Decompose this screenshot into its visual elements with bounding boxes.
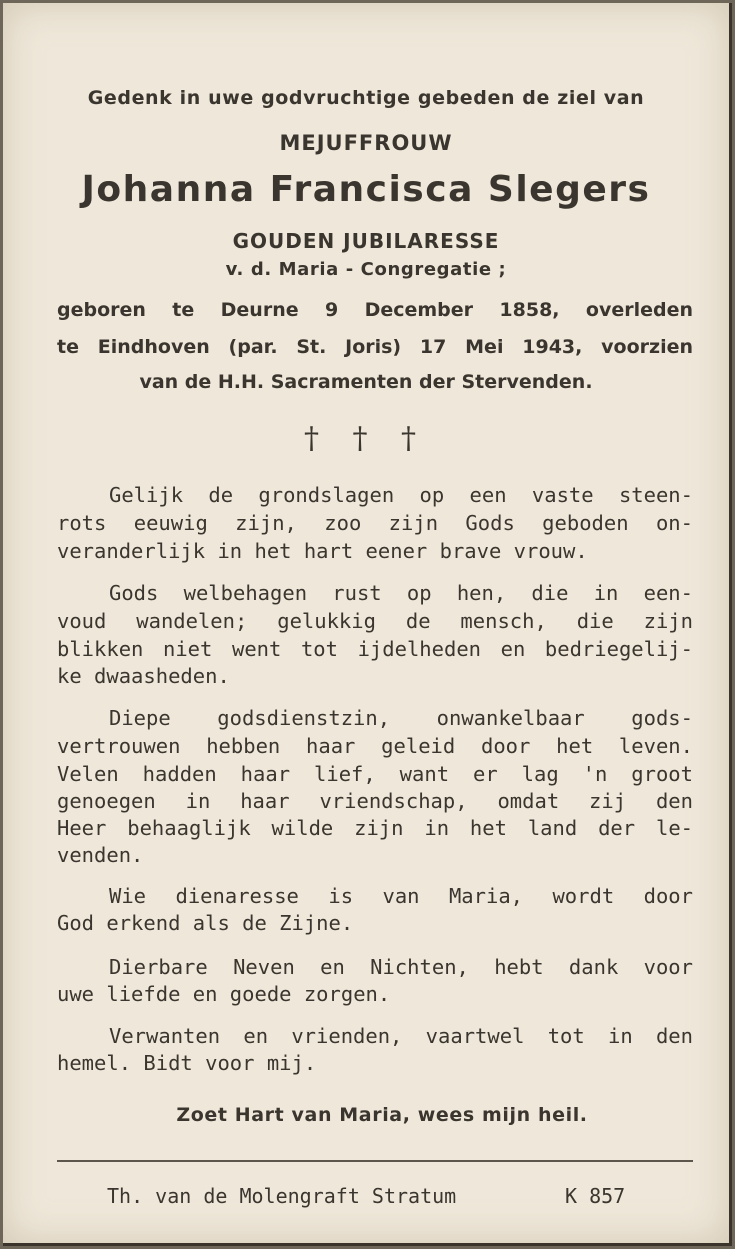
- paragraph-line: uwe liefde en goede zorgen.: [57, 982, 391, 1006]
- intro-line: Gedenk in uwe godvruchtige gebeden de ziel van: [87, 87, 645, 109]
- printer-code: K 857: [565, 1184, 626, 1208]
- honor-title: GOUDEN JUBILARESSE: [232, 229, 500, 253]
- paragraph-line: blikken niet went tot ijdelheden en bedriegelij-: [57, 637, 693, 661]
- memorial-card: [3, 3, 732, 1246]
- paragraph-line: Wie dienaresse is van Maria, wordt door: [109, 884, 693, 908]
- paragraph-line: vertrouwen hebben haar geleid door het leven.: [57, 734, 693, 758]
- paragraph-line: voud wandelen; gelukkig de mensch, die zijn: [57, 609, 693, 633]
- paragraph-line: genoegen in haar vriendschap, omdat zij den: [57, 789, 693, 813]
- paragraph-line: Diepe godsdienstzin, onwankelbaar gods-: [109, 706, 693, 730]
- printer-name: Th. van de Molengraft Stratum: [107, 1184, 457, 1208]
- paragraph-line: Velen hadden haar lief, want er lag 'n groot: [57, 762, 693, 786]
- birth-line-1: geboren te Deurne 9 December 1858, overleden: [57, 299, 693, 321]
- closing-prayer: Zoet Hart van Maria, wees mijn heil.: [176, 1104, 588, 1126]
- birth-line-3: van de H.H. Sacramenten der Stervenden.: [139, 371, 593, 393]
- paragraph-line: Gods welbehagen rust op hen, die in een-: [109, 581, 693, 605]
- title-prefix: MEJUFFROUW: [279, 131, 453, 155]
- congregation-line: v. d. Maria - Congregatie ;: [225, 259, 507, 280]
- paragraph-line: hemel. Bidt voor mij.: [57, 1051, 317, 1075]
- crosses-ornament: † † †: [303, 421, 429, 456]
- paragraph-line: veranderlijk in het hart eener brave vrouw.: [57, 539, 588, 563]
- divider-rule: [57, 1160, 693, 1162]
- paragraph-line: ke dwaasheden.: [57, 664, 230, 688]
- paragraph-line: Gelijk de grondslagen op een vaste steen-: [109, 483, 693, 507]
- paragraph-line: Verwanten en vrienden, vaartwel tot in den: [109, 1024, 693, 1048]
- paragraph-line: Heer behaaglijk wilde zijn in het land der le-: [57, 816, 693, 840]
- paragraph-line: venden.: [57, 843, 144, 867]
- birth-line-2: te Eindhoven (par. St. Joris) 17 Mei 1943, voorzien: [57, 336, 693, 358]
- paragraph-line: Dierbare Neven en Nichten, hebt dank voor: [109, 955, 693, 979]
- deceased-name: Johanna Francisca Slegers: [81, 169, 651, 210]
- paragraph-line: God erkend als de Zijne.: [57, 911, 354, 935]
- paragraph-line: rots eeuwig zijn, zoo zijn Gods geboden on-: [57, 511, 693, 535]
